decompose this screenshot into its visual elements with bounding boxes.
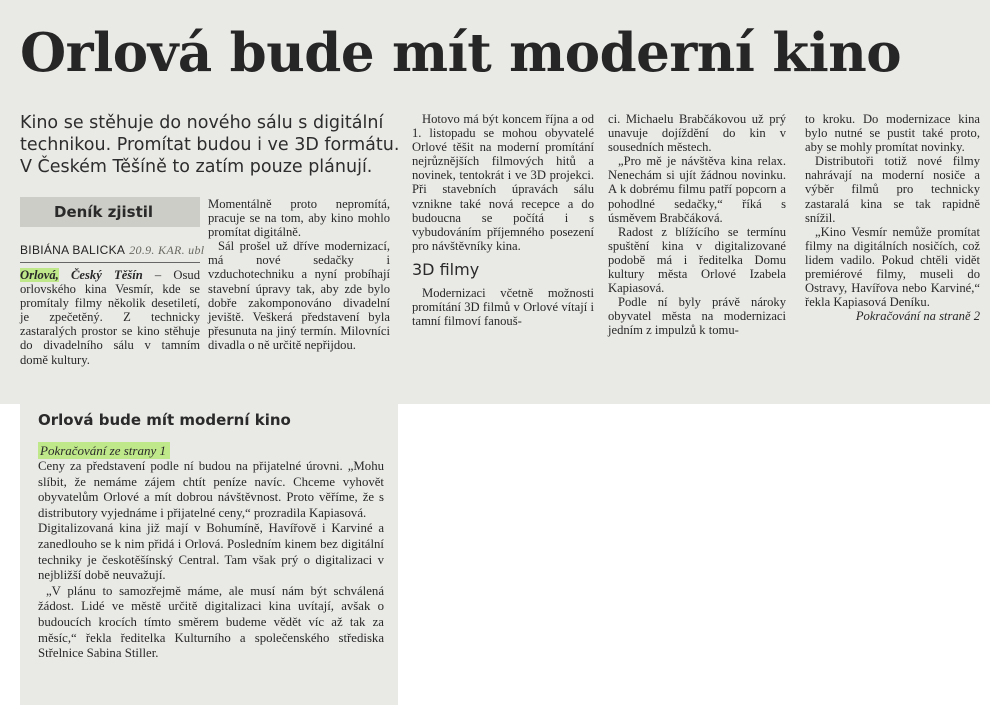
column-4-paragraph: „Pro mě je návštěva kina relax. Nenechám si ujít žádnou novinku. A k dobrému filmu patří popcorn a pohodlné sedačky,“ říká s úsměvem Brabčáková. xyxy=(608,154,786,225)
continuation-headline: Orlová bude mít moderní kino xyxy=(38,411,291,429)
article-column-4 xyxy=(608,112,786,338)
column-2-paragraph: Sál prošel už dříve modernizací, má nové sedačky i vzduchotechniku a nyní probíhají stavební úpravy tak, aby zde bylo dobře zakomponováno divadelní jeviště. Veškerá představení byla přesunuta na jiný termín. Milovníci divadla o ně určitě nepřijdou. xyxy=(208,239,390,352)
column-3-paragraph: Modernizaci včetně možnosti promítání 3D filmů v Orlové vítají i tamní filmoví fanouš- xyxy=(412,285,594,329)
dateline-place-orlova: Orlová, xyxy=(20,268,59,282)
continued-from-note: Pokračování ze strany 1 xyxy=(38,442,170,459)
subheading-3d-films: 3D filmy xyxy=(412,259,480,279)
section-tag: Deník zjistil xyxy=(20,197,200,227)
author-name: BIBIÁNA BALICKA xyxy=(20,243,126,257)
column-5-paragraph: „Kino Vesmír nemůže promítat filmy na digitálních nosičích, což lidem vadilo. Pokud chtěli vidět premiérové filmy, museli do Ostravy, Havířova nebo Karviné,“ řekla Kapiasová Deníku. xyxy=(805,224,980,310)
article-column-1 xyxy=(20,268,200,367)
continuation-paragraph: „V plánu to samozřejmě máme, ale musí nám být schválená žádost. Lidé ve městě určitě digitalizaci kina uvítají, avšak o budoucích krocích tímto směrem budeme vědět víc až tak za měsíc,“ řekla ředitelka Kulturního a společenského střediska Střelnice Sabina Stiller. xyxy=(38,583,384,661)
article-column-5 xyxy=(805,112,980,323)
continuation-body xyxy=(38,459,384,662)
column-5-paragraph: Distributoři totiž nové filmy nahrávají na moderní nosiče a výběr filmů pro technicky zastaralá kina se tak rapidně snížil. xyxy=(805,154,980,225)
column-4-paragraph: Podle ní byly právě nároky obyvatel města na modernizaci jedním z impulzů k tomu- xyxy=(608,295,786,338)
column-2-paragraph: Momentálně proto nepromítá, pracuje se na tom, aby kino mohlo promítat digitálně. xyxy=(208,197,390,240)
article-column-3 xyxy=(412,112,594,328)
article-column-2 xyxy=(208,197,390,352)
continuation-paragraph: Digitalizovaná kina již mají v Bohumíně, Havířově i Karviné a zanedlouho se k nim přidá i Orlová. Posledním kinem bez digitální techniky je českotěšínský Central. Tam však prý o digitalizaci v nejbližší době neuvažují. xyxy=(38,521,384,583)
date-stamp: 20.9. KAR. ubl xyxy=(129,243,205,257)
dateline-place-tesin: Český Těšín xyxy=(71,268,143,282)
article-lead: Kino se stěhuje do nového sálu s digitální technikou. Promítat budou i ve 3D formátu. V Českém Těšíně to zatím pouze plánují. xyxy=(20,113,400,177)
byline-rule xyxy=(20,262,200,263)
column-4-paragraph: Radost z blížícího se termínu spuštění kina v digitalizované podobě má i ředitelka Domu kultury města Orlové Izabela Kapiasová. xyxy=(608,224,786,296)
column-4-paragraph: ci. Michaelu Brabčákovou už prý unavuje dojíždění do kin v sousedních městech. xyxy=(608,112,786,155)
column-1-text: – Osud orlovského kina Vesmír, kde se promítaly filmy několik desetiletí, je zpečetěný. Z technicky zastaralých prostor se kino stěhuje do divadelního sálu v tamním domě kultury. xyxy=(20,268,200,367)
article-headline: Orlová bude mít moderní kino xyxy=(20,22,902,84)
column-5-paragraph: to kroku. Do modernizace kina bylo nutné se pustit také proto, aby se mohly promítat novinky. xyxy=(805,112,980,155)
continuation-paragraph: Ceny za představení podle ní budou na přijatelné úrovni. „Mohu slíbit, že nemáme zájem chtít peníze navíc. Chceme vyhovět obyvatelům Orlové a mít dobrou návštěvnost. Proto věříme, že s distributory vyjednáme i přijatelné ceny,“ prozradila Kapiasová. xyxy=(38,459,384,520)
continued-on-page-note: Pokračování na straně 2 xyxy=(855,309,980,324)
byline xyxy=(20,240,205,260)
column-3-paragraph: Hotovo má být koncem října a od 1. listopadu se mohou obyvatelé Orlové těšit na moderní promítání nejrůznějších filmových hitů a novinek, tentokrát i ve 3D projekci. Při stavebních úpravách sálu vznikne také nová recepce a do budoucna se počítá i s vybudováním příjemného posezení pro návštěvníky kina. xyxy=(412,112,594,253)
